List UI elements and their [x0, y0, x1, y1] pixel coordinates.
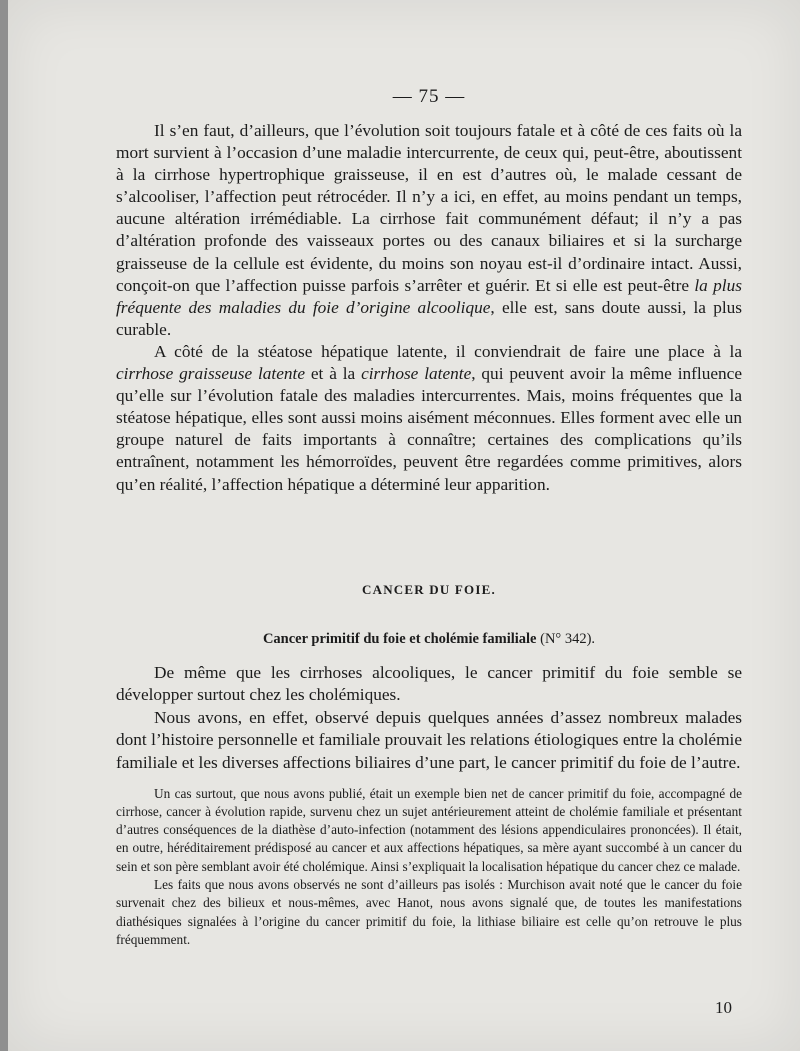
italic-run: la plus fréquente des maladies du foie d’origine alcoolique — [116, 275, 742, 317]
page-content — [116, 86, 742, 949]
subsection-number: (N° 342). — [540, 630, 596, 647]
paragraph-cancer-intro: De même que les cirrhoses alcooliques, le cancer primitif du foie semble se développer surtout chez les cholémiques. — [116, 662, 742, 705]
body-text-1 — [116, 120, 742, 496]
document-page — [8, 0, 800, 1051]
paragraph-evolution — [116, 120, 742, 341]
small-print-notes — [116, 785, 742, 950]
text-run: et à la — [305, 364, 362, 384]
note-case: Un cas surtout, que nous avons publié, était un exemple bien net de cancer primitif du foie, accompagné de cirrhose, cancer à évolution rapide, survenu chez un sujet antérieurement atteint de cholémie familiale et présentant d’autres conséquences de la diathèse d’auto-infection (notamment des lésions appendiculaires prononcées). Il était, en outre, héréditairement prédisposé au cancer et aux affections hépatiques, sa mère ayant succombé à un cancer du sein et son père semblant avoir été cholémique. Ainsi s’expliquait la localisation hépatique du cancer chez ce malade. — [116, 785, 742, 874]
body-text-2 — [116, 662, 742, 775]
text-run: , qui peuvent avoir la même influence qu’elle sur l’évolution fatale des maladies intercurrentes. Mais, moins fréquentes que la stéatose hépatique, elles sont aussi moins aisément méconnues. Elles forment avec elle un groupe naturel de faits importants à connaître; certaines des complications qu’ils entraînent, notamment les hémorroïdes, peuvent être regardées comme primitives, alors qu’en réalité, l’affection hépatique a déterminé leur apparition. — [116, 364, 742, 494]
italic-run: cirrhose latente — [361, 364, 472, 384]
signature-number: 10 — [715, 998, 732, 1017]
section-title: CANCER DU FOIE. — [362, 581, 496, 597]
subsection-title-text: Cancer primitif du foie et cholémie familiale — [262, 630, 537, 647]
text-run: Il s’en faut, d’ailleurs, que l’évolution soit toujours fatale et à côté de ces faits où la mort survient à l’occasion d’une maladie intercurrente, de ceux qui, peut-être, aboutissent à la cirrhose hypertrophique graisseuse, il en est d’autres où, le malade cessant de s’alcooliser, l’affection peut rétrocéder. Il n’y a ici, en effet, au moins pendant un temps, aucune altération irrémédiable. La cirrhose fait communément défaut; il n’y a pas d’altération profonde des vaisseaux portes ou des canaux biliaires et si la surcharge graisseuse de la cellule est évidente, du moins son noyau est-il d’ordinaire intact. Aussi, conçoit-on que l’affection puisse parfois s’arrêter et guérir. Et si elle est peut-être — [116, 121, 742, 295]
text-run: A côté de la stéatose hépatique latente, il conviendrait de faire une place à la — [154, 341, 742, 361]
subsection-title — [116, 631, 742, 648]
text-run: , elle est, sans doute aussi, la plus curable. — [116, 297, 742, 339]
page-number: — 75 — — [392, 86, 466, 107]
paragraph-observations: Nous avons, en effet, observé depuis quelques années d’assez nombreux malades dont l’histoire personnelle et familiale prouvait les relations étiologiques entre la cholémie familiale et les diverses affections biliaires d’une part, le cancer primitif du foie de l’autre. — [116, 707, 742, 772]
note-murchison: Les faits que nous avons observés ne sont d’ailleurs pas isolés : Murchison avait noté que le cancer du foie survenait chez des bilieux et nous-mêmes, avec Hanot, nous avons signalé que, de toutes les manifestations diathésiques signalées à l’origine du cancer primitif du foie, la lithiase biliaire est celle qu’on retrouve le plus fréquemment. — [116, 877, 742, 947]
italic-run: cirrhose graisseuse latente — [116, 364, 305, 384]
paragraph-steatose — [116, 341, 742, 496]
